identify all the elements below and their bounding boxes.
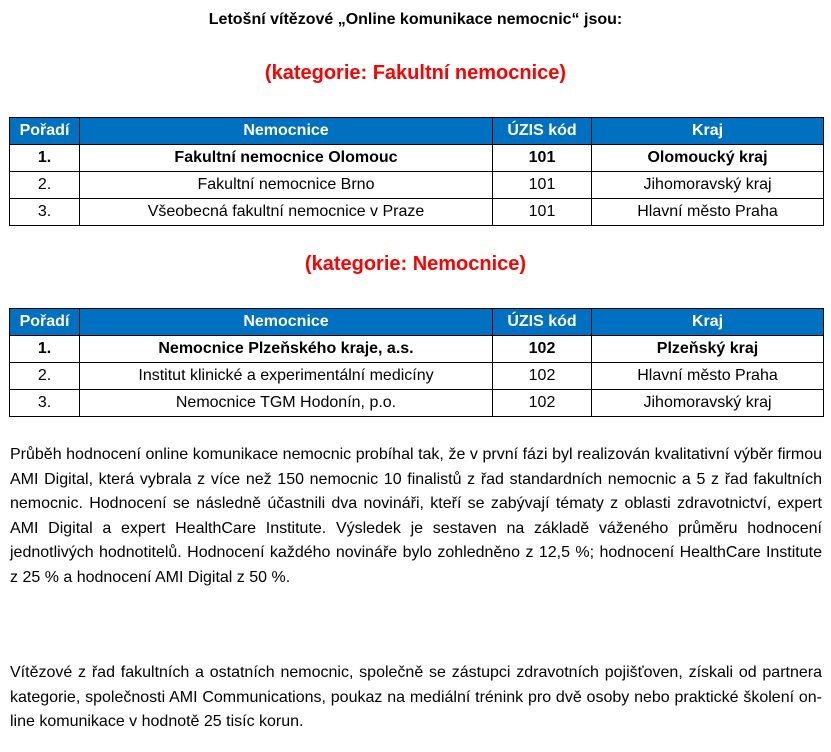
code-cell: 101 [493, 145, 592, 172]
region-cell: Jihomoravský kraj [592, 390, 824, 417]
rank-cell: 3. [10, 199, 80, 226]
category-heading-faculty: (kategorie: Fakultní nemocnice) [264, 62, 567, 84]
column-header-code: ÚZIS kód [493, 309, 592, 336]
hospital-cell: Nemocnice TGM Hodonín, p.o. [80, 390, 493, 417]
table-header-row [10, 118, 824, 145]
column-header-hospital: Nemocnice [80, 309, 493, 336]
rank-cell: 3. [10, 390, 80, 417]
rank-cell: 2. [10, 363, 80, 390]
hospital-cell: Všeobecná fakultní nemocnice v Praze [80, 199, 493, 226]
column-header-region: Kraj [592, 118, 824, 145]
column-header-region: Kraj [592, 309, 824, 336]
results-table-faculty [9, 117, 824, 226]
region-cell: Jihomoravský kraj [592, 172, 824, 199]
column-header-rank: Pořadí [10, 118, 80, 145]
rank-cell: 1. [10, 145, 80, 172]
code-cell: 101 [493, 172, 592, 199]
code-cell: 102 [493, 363, 592, 390]
table-row [10, 390, 824, 417]
rank-cell: 1. [10, 336, 80, 363]
rank-cell: 2. [10, 172, 80, 199]
column-header-code: ÚZIS kód [493, 118, 592, 145]
hospital-cell: Fakultní nemocnice Olomouc [80, 145, 493, 172]
region-cell: Plzeňský kraj [592, 336, 824, 363]
hospital-cell: Nemocnice Plzeňského kraje, a.s. [80, 336, 493, 363]
table-row [10, 336, 824, 363]
region-cell: Hlavní město Praha [592, 363, 824, 390]
page-title: Letošní vítězové „Online komunikace nemocnic“ jsou: [208, 11, 623, 28]
column-header-rank: Pořadí [10, 309, 80, 336]
results-table-hospitals [9, 308, 824, 417]
column-header-hospital: Nemocnice [80, 118, 493, 145]
region-cell: Olomoucký kraj [592, 145, 824, 172]
category-heading-hospitals: (kategorie: Nemocnice) [304, 253, 527, 275]
code-cell: 101 [493, 199, 592, 226]
table-header-row [10, 309, 824, 336]
code-cell: 102 [493, 336, 592, 363]
table-row [10, 172, 824, 199]
table-row [10, 363, 824, 390]
hospital-cell: Institut klinické a experimentální medicíny [80, 363, 493, 390]
region-cell: Hlavní město Praha [592, 199, 824, 226]
hospital-cell: Fakultní nemocnice Brno [80, 172, 493, 199]
table-row [10, 145, 824, 172]
prize-paragraph: Vítězové z řad fakultních a ostatních nemocnic, společně se zástupci zdravotních pojišťoven, získali od partnera kategorie, společnosti AMI Communications, poukaz na mediální trénink pro dvě osoby nebo praktické školení on-line komunikace v hodnotě 25 tisíc korun. [10, 664, 822, 730]
code-cell: 102 [493, 390, 592, 417]
evaluation-paragraph: Průběh hodnocení online komunikace nemocnic probíhal tak, že v první fázi byl realizován kvalitativní výběr firmou AMI Digital, která vybrala z více než 150 nemocnic 10 finalistů z řad standardních nemocnic a 5 z řad fakultních nemocnic. Hodnocení se následně účastnili dva novináři, kteří se zabývají tématy z oblasti zdravotnictví, expert AMI Digital a expert HealthCare Institute. Výsledek je sestaven na základě váženého průměru hodnocení jednotlivých hodnotitelů. Hodnocení každého novináře bylo zohledněno z 12,5 %; hodnocení HealthCare Institute z 25 % a hodnocení AMI Digital z 50 %. [10, 446, 822, 586]
table-row [10, 199, 824, 226]
